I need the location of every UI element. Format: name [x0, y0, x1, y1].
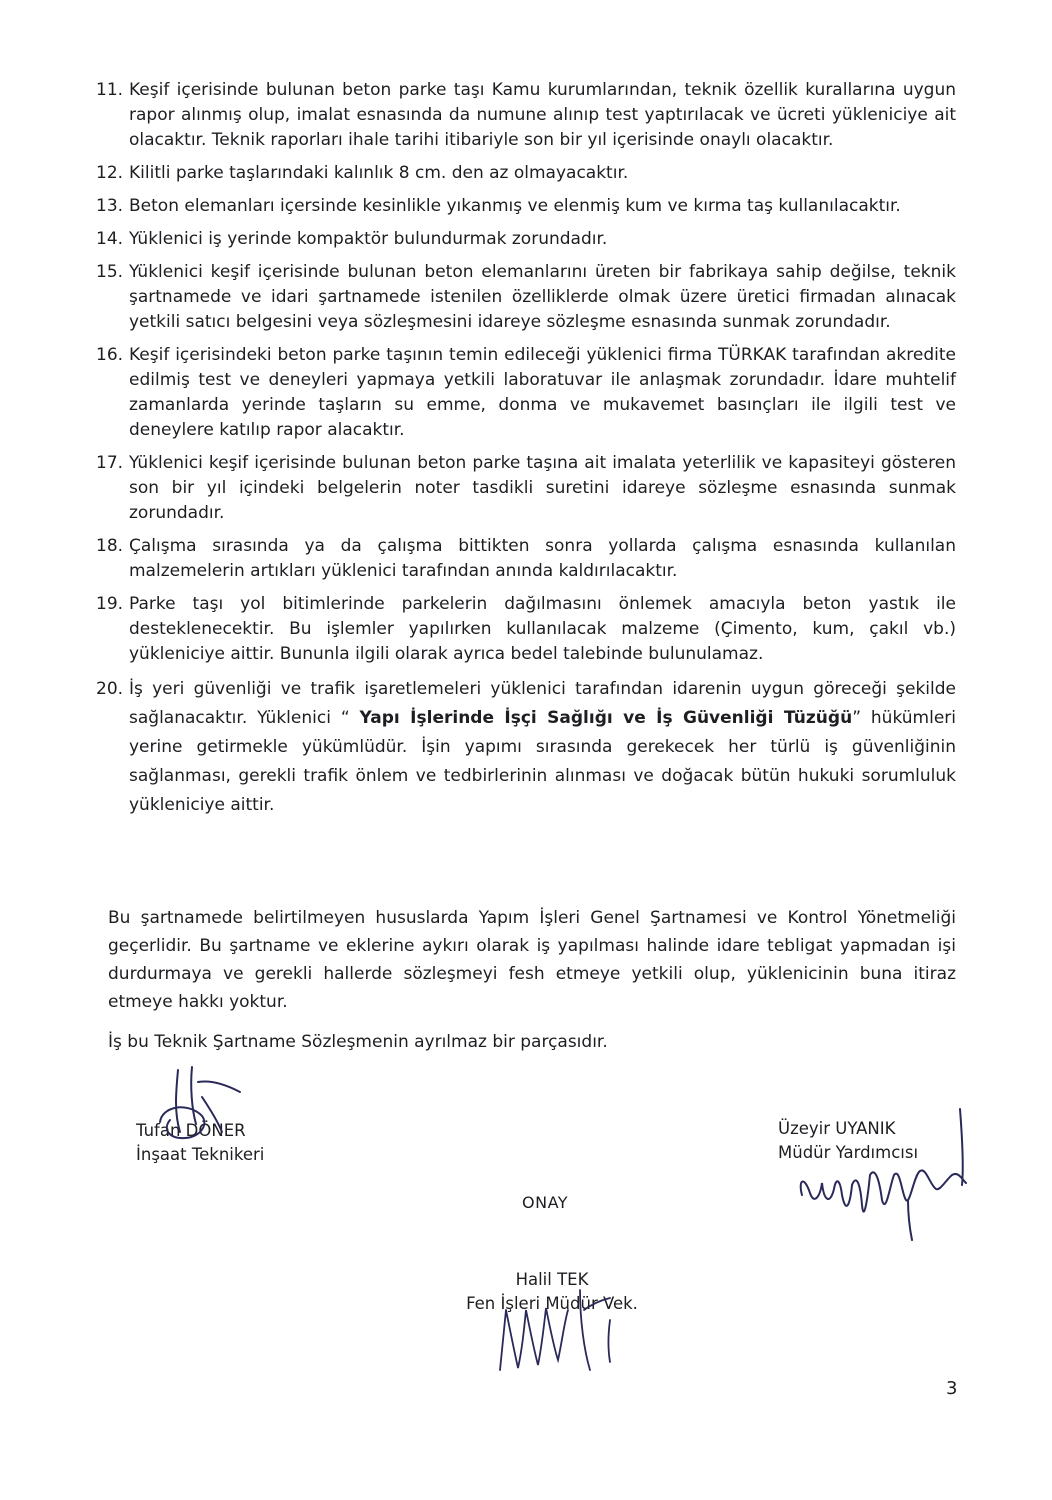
- regulation-name: Yapı İşlerinde İşçi Sağlığı ve İş Güvenliği Tüzüğü: [359, 708, 853, 728]
- item-number: 11.: [96, 80, 124, 100]
- spec-item: [96, 227, 956, 252]
- item-text: ” hükümleri yerine getirmekle yükümlüdür. İşin yapımı sırasında gerekecek her türlü iş güvenliğinin sağlanması, gerekli trafik önlem ve tedbirlerinin alınması ve doğacak bütün hukuki sorumluluk yükleniciye aittir.: [129, 708, 956, 815]
- item-text: Yüklenici keşif içerisinde bulunan beton elemanlarını üreten bir fabrikaya sahip değilse, teknik şartnamede ve idari şartnamede istenilen özelliklerde olmak üzere üretici firmadan alınacak yetkili satıcı belgesini veya sözleşmesini idareye sözleşme esnasında sunmak zorundadır.: [129, 262, 956, 332]
- final-statement: İş bu Teknik Şartname Sözleşmenin ayrılmaz bir parçasıdır.: [108, 1032, 608, 1052]
- item-number: 14.: [96, 229, 124, 249]
- item-number: 13.: [96, 196, 124, 216]
- item-text: Çalışma sırasında ya da çalışma bittikten sonra yollarda çalışma esnasında kullanılan malzemelerin artıkları yüklenici tarafından anında kaldırılacaktır.: [129, 536, 956, 581]
- item-text: Yüklenici iş yerinde kompaktör bulundurmak zorundadır.: [129, 229, 608, 249]
- signatory-title: Müdür Yardımcısı: [778, 1143, 919, 1162]
- signatory-title: Fen İşleri Müdür Vek.: [466, 1294, 638, 1313]
- spec-item: [96, 343, 956, 443]
- spec-item: [96, 194, 956, 219]
- item-text: İş yeri güvenliği ve trafik işaretlemeleri yüklenici tarafından idarenin uygun göreceği şekilde sağlanacaktır. Yüklenici “: [129, 679, 956, 728]
- item-number: 15.: [96, 262, 124, 282]
- item-number: 17.: [96, 453, 124, 473]
- item-text: Keşif içerisinde bulunan beton parke taşı Kamu kurumlarından, teknik özellik kurallarına uygun rapor alınmış olup, imalat esnasında da numune alınıp test yaptırılacak ve ücreti yükleniciye ait olacaktır. Teknik raporları ihale tarihi itibariyle son bir yıl içerisinde onaylı olacaktır.: [129, 80, 956, 150]
- signatory-name: Halil TEK: [515, 1270, 589, 1289]
- item-number: 19.: [96, 594, 124, 614]
- signature-left-image: [140, 1062, 280, 1152]
- item-number: 12.: [96, 163, 124, 183]
- item-text: Parke taşı yol bitimlerinde parkelerin dağılmasını önlemek amacıyla beton yastık ile desteklenecektir. Bu işlemler yapılırken kullanılacak malzeme (Çimento, kum, çakıl vb.) yükleniciye aittir. Bununla ilgili olarak ayrıca bedel talebinde bulunulamaz.: [129, 594, 956, 664]
- closing-paragraph: Bu şartnamede belirtilmeyen hususlarda Yapım İşleri Genel Şartnamesi ve Kontrol Yönetmeliği geçerlidir. Bu şartname ve eklerine aykırı olarak iş yapılması halinde idare tebligat yapmadan işi durdurmaya ve gerekli hallerde sözleşmeyi fesh etmeye yetkili olup, yüklenicinin buna itiraz etmeye hakkı yoktur.: [108, 908, 956, 1012]
- item-text: Beton elemanları içersinde kesinlikle yıkanmış ve elenmiş kum ve kırma taş kullanılacaktır.: [129, 196, 901, 216]
- spec-item: [96, 534, 956, 584]
- signature-approver-image: [480, 1280, 640, 1380]
- item-text: Kilitli parke taşlarındaki kalınlık 8 cm. den az olmayacaktır.: [129, 163, 629, 183]
- spec-item: [96, 260, 956, 335]
- signatory-name: Üzeyir UYANIK: [778, 1119, 896, 1138]
- item-text: Yüklenici keşif içerisinde bulunan beton parke taşına ait imalata yeterlilik ve kapasiteyi gösteren son bir yıl içindeki belgelerin noter tasdikli suretini idareye sözleşme esnasında sunmak zorundadır.: [129, 453, 956, 523]
- item-number: 16.: [96, 345, 124, 365]
- spec-item-list: [96, 78, 956, 828]
- spec-item: [96, 78, 956, 153]
- signatory-name: Tufan DÖNER: [136, 1121, 246, 1140]
- item-number: 20.: [96, 679, 124, 699]
- signatory-title: İnşaat Teknikeri: [136, 1145, 265, 1164]
- spec-item: [96, 675, 956, 820]
- page-number: 3: [946, 1378, 958, 1399]
- spec-item: [96, 592, 956, 667]
- signature-right-image: [790, 1105, 980, 1245]
- item-number: 18.: [96, 536, 124, 556]
- item-text: Keşif içerisindeki beton parke taşının temin edileceği yüklenici firma TÜRKAK tarafından akredite edilmiş test ve deneyleri yapmaya yetkili laboratuvar ile anlaşmak zorundadır. İdare muhtelif zamanlarda yerinde taşların su emme, donma ve mukavemet basınçları ile ilgili test ve deneylere katılıp rapor alacaktır.: [129, 345, 956, 440]
- spec-item: [96, 451, 956, 526]
- spec-item: [96, 161, 956, 186]
- onay-label: ONAY: [522, 1193, 569, 1212]
